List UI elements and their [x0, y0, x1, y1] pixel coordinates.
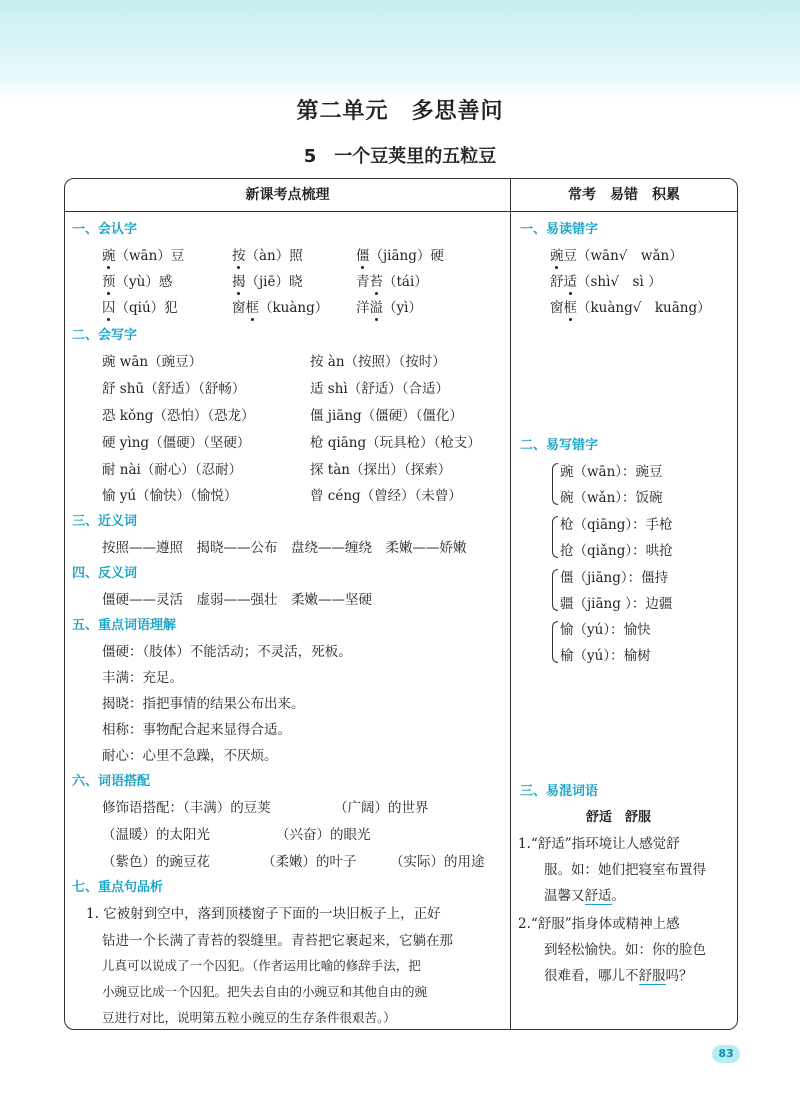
write-char-item: 适 shì（舒适）（合适）: [310, 381, 449, 397]
write-char-item: 舒 shū（舒适）（舒畅）: [102, 381, 246, 397]
sentence-analysis-line: 钻进一个长满了青苔的裂缝里。青苔把它裹起来，它躺在那: [102, 933, 453, 949]
collocation-item: （广阔）的世界: [334, 800, 429, 816]
confusable-explanation-line: 2.“舒服”指身体或精神上感: [518, 916, 680, 932]
recognize-word: 洋溢（yì）: [356, 300, 422, 316]
section-misread-title: 一、易读错字: [520, 222, 599, 237]
collocation-item: 修饰语搭配：（丰满）的豆荚: [102, 800, 271, 816]
section-write-title: 二、会写字: [72, 328, 138, 343]
misread-item: 窗框（kuàng√ kuāng）: [550, 300, 711, 316]
write-char-item: 豌 wān（豌豆）: [102, 354, 203, 370]
write-char-item: 枪 qiāng（玩具枪）（枪支）: [310, 435, 481, 451]
bracket: [552, 463, 558, 505]
collocation-item: （实际）的用途: [390, 854, 485, 870]
miswrite-item: 豌（wān）：豌豆: [560, 464, 663, 480]
sentence-analysis-line: 小豌豆比成一个囚犯。把失去自由的小豌豆和其他自由的豌: [102, 984, 428, 999]
section-collocation-title: 六、词语搭配: [72, 774, 151, 789]
miswrite-item: 愉（yú）：愉快: [560, 622, 651, 638]
top-decorative-band: [0, 0, 800, 100]
section-synonyms-title: 三、近义词: [72, 514, 138, 529]
page-number: 83: [712, 1045, 740, 1063]
confusable-pair: 舒适 舒服: [586, 810, 652, 825]
collocation-item: （温暖）的太阳光: [102, 827, 210, 843]
collocation-item: （柔嫩）的叶子: [262, 854, 357, 870]
write-char-item: 恐 kǒng（恐怕）（恐龙）: [102, 408, 255, 424]
vocabulary-item: 相称：事物配合起来显得合适。: [102, 722, 291, 738]
sentence-analysis-line: 儿真可以说成了一个囚犯。（作者运用比喻的修辞手法，把: [102, 958, 421, 973]
miswrite-item: 碗（wǎn）：饭碗: [560, 490, 663, 506]
vocabulary-item: 揭晓：指把事情的结果公布出来。: [102, 696, 305, 712]
section-miswrite-title: 二、易写错字: [520, 438, 599, 453]
synonyms-text: 按照——遵照 揭晓——公布 盘绕——缠绕 柔嫩——娇嫩: [102, 540, 467, 556]
collocation-item: （紫色）的豌豆花: [102, 854, 210, 870]
lesson-title: 5 一个豆荚里的五粒豆: [303, 146, 497, 167]
section-antonyms-title: 四、反义词: [72, 566, 138, 581]
write-char-item: 探 tàn（探出）（探索）: [310, 462, 452, 478]
column-divider: [510, 179, 511, 1029]
vocabulary-item: 僵硬：（肢体）不能活动；不灵活，死板。: [102, 644, 352, 660]
recognize-word: 僵（jiāng）硬: [356, 248, 444, 264]
section-recognize-title: 一、会认字: [72, 222, 138, 237]
write-char-item: 僵 jiāng（僵硬）（僵化）: [310, 408, 463, 424]
write-char-item: 按 àn（按照）（按时）: [310, 354, 446, 370]
bracket: [552, 569, 558, 611]
section-confusable-title: 三、易混词语: [520, 784, 599, 799]
recognize-word: 窗框（kuàng）: [232, 300, 329, 316]
write-char-item: 硬 yìng（僵硬）（坚硬）: [102, 435, 251, 451]
write-char-item: 曾 céng（曾经）（未曾）: [310, 488, 462, 504]
recognize-word: 揭（jiē）晓: [232, 274, 303, 290]
vocabulary-item: 丰满：充足。: [102, 670, 183, 686]
section-vocabulary-title: 五、重点词语理解: [72, 618, 177, 633]
miswrite-item: 枪（qiāng）：手枪: [560, 517, 673, 533]
write-char-item: 愉 yú（愉快）（愉悦）: [102, 488, 238, 504]
misread-item: 舒适（shì√ sì ）: [550, 274, 662, 290]
left-column-header: 新课考点梳理: [245, 187, 330, 203]
miswrite-item: 抢（qiǎng）：哄抢: [560, 543, 673, 559]
confusable-explanation-line: 很难看，哪儿不舒服吗？: [544, 968, 693, 984]
bracket: [552, 516, 558, 558]
miswrite-item: 疆（jiāng ）：边疆: [560, 596, 673, 612]
unit-title: 第二单元 多思善问: [296, 99, 504, 124]
recognize-word: 预（yù）感: [102, 274, 173, 290]
section-sentence-title: 七、重点句品析: [72, 880, 164, 895]
write-char-item: 耐 nài（耐心）（忍耐）: [102, 462, 243, 478]
antonyms-text: 僵硬——灵活 虚弱——强壮 柔嫩——坚硬: [102, 592, 372, 608]
sentence-analysis-line: 1. 它被射到空中，落到顶楼窗子下面的一块旧板子上，正好: [86, 906, 441, 922]
collocation-item: （兴奋）的眼光: [276, 827, 371, 843]
recognize-word: 囚（qiú）犯: [102, 300, 178, 316]
right-column-header: 常考 易错 积累: [568, 187, 680, 203]
bracket: [552, 621, 558, 663]
confusable-explanation-line: 1.“舒适”指环境让人感觉舒: [518, 836, 680, 852]
recognize-word: 按（àn）照: [232, 248, 303, 264]
confusable-explanation-line: 到轻松愉快。如：你的脸色: [544, 942, 706, 958]
miswrite-item: 僵（jiāng）：僵持: [560, 570, 669, 586]
miswrite-item: 榆（yú）：榆树: [560, 648, 651, 664]
confusable-explanation-line: 服。如：她们把寝室布置得: [544, 862, 706, 878]
recognize-word: 青苔（tái）: [356, 274, 428, 290]
sentence-analysis-line: 豆进行对比，说明第五粒小豌豆的生存条件很艰苦。）: [102, 1010, 396, 1025]
vocabulary-item: 耐心：心里不急躁，不厌烦。: [102, 748, 278, 764]
confusable-explanation-line: 温馨又舒适。: [544, 888, 625, 904]
header-divider: [65, 211, 737, 212]
misread-item: 豌豆（wān√ wǎn）: [550, 248, 683, 264]
recognize-word: 豌（wān）豆: [102, 248, 185, 264]
